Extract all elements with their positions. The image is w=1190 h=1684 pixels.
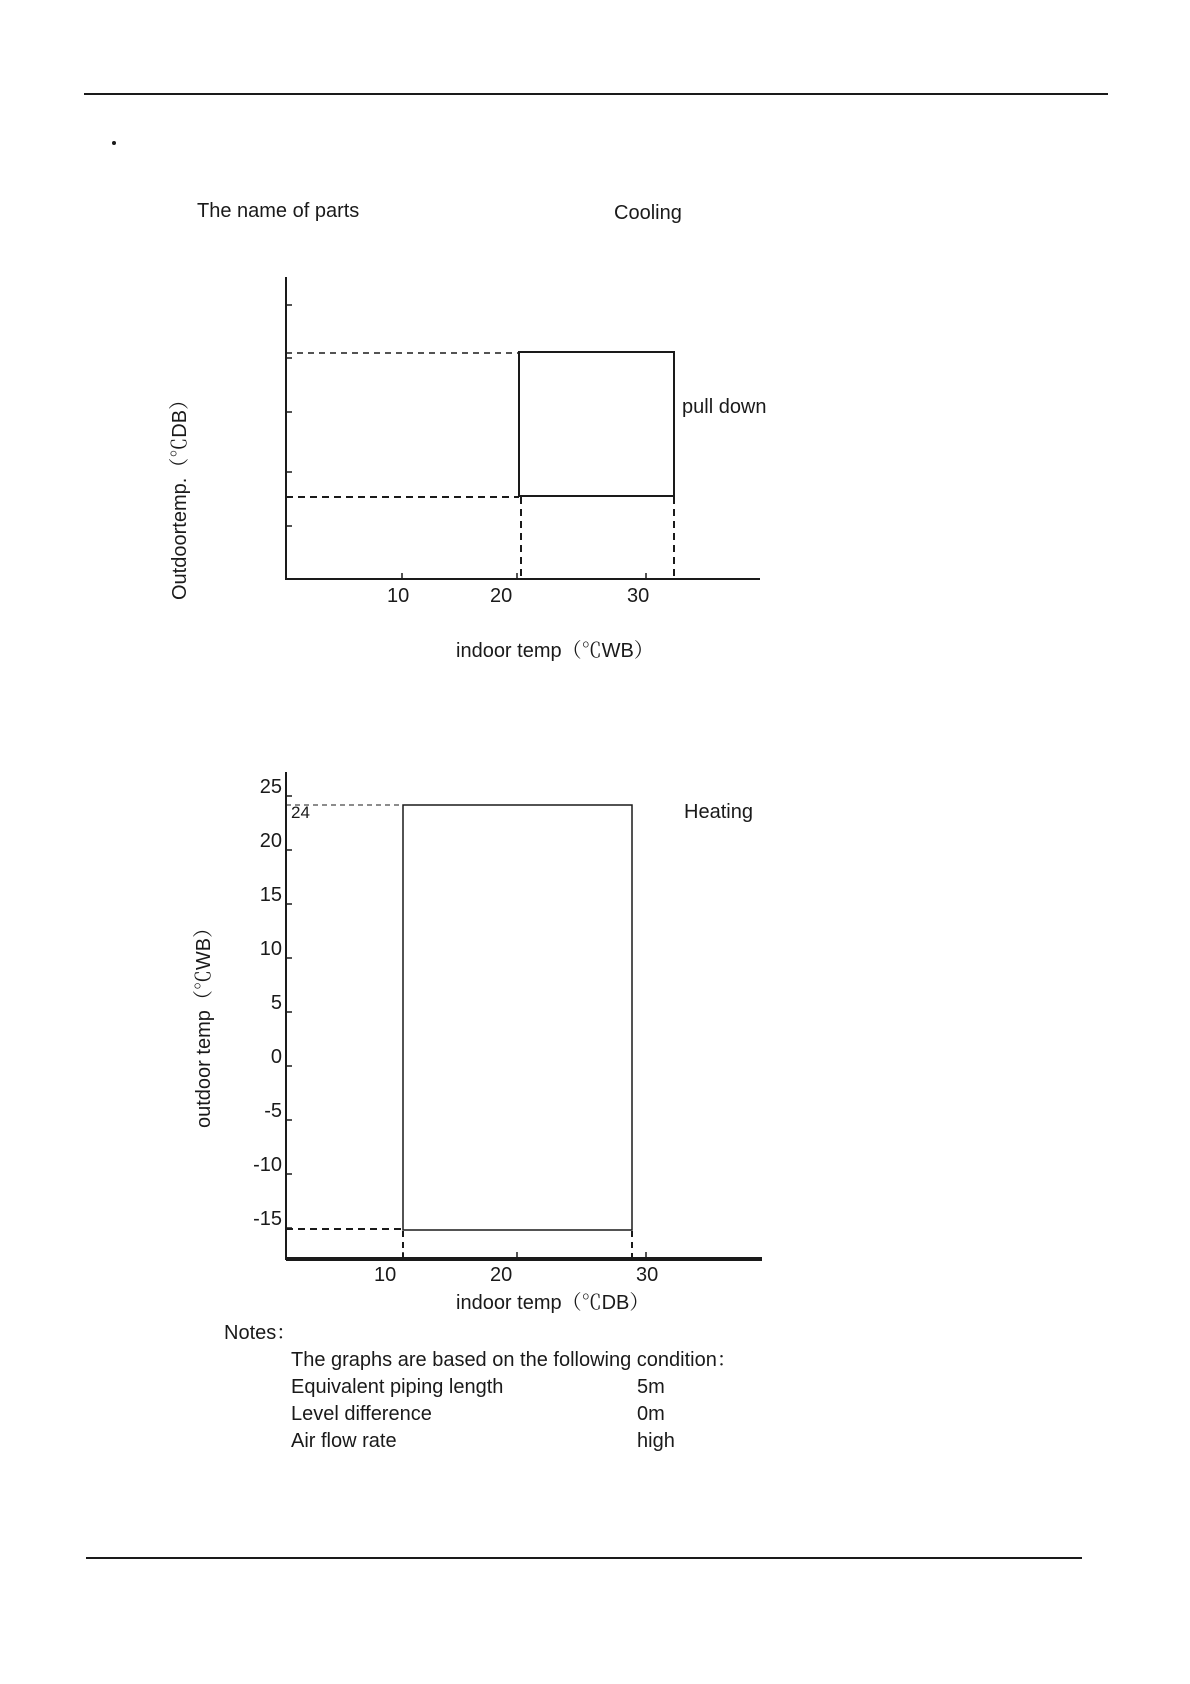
heating-operating-region: [403, 805, 632, 1230]
heating-y-tick-label: 20: [259, 830, 282, 852]
heating-x-tick-label: 30: [636, 1264, 659, 1286]
cooling-region-label: pull down: [682, 396, 767, 418]
notes-row-label: Level difference: [291, 1403, 432, 1425]
heating-x-tick-label: 10: [374, 1264, 397, 1286]
notes-row-value: high: [637, 1430, 675, 1452]
cooling-x-tick-label: 30: [627, 585, 650, 607]
heating-y-tick-label: 25: [259, 776, 282, 798]
notes-row-label: Equivalent piping length: [291, 1376, 504, 1398]
heating-y-tick-label: 0: [270, 1046, 282, 1068]
heating-y-tick-label: 10: [259, 938, 282, 960]
heating-region-max-label: 24: [291, 803, 310, 822]
heating-y-tick-label: -10: [253, 1154, 282, 1176]
cooling-title: Cooling: [614, 202, 682, 224]
cooling-x-tick-label: 10: [387, 585, 410, 607]
heating-x-tick-label: 20: [490, 1264, 513, 1286]
heating-y-axis-label: outdoor temp（℃WB）: [193, 917, 215, 1128]
heating-x-axis-label: indoor temp（℃DB）: [456, 1292, 650, 1314]
notes-intro: The graphs are based on the following condition：: [291, 1349, 737, 1371]
heating-y-tick-label: 15: [259, 884, 282, 906]
heating-y-tick-label: 5: [270, 992, 282, 1014]
notes-row-value: 5m: [637, 1376, 665, 1398]
notes-row-label: Air flow rate: [291, 1430, 397, 1452]
cooling-x-axis-label: indoor temp（℃WB）: [456, 640, 654, 662]
notes-row-value: 0m: [637, 1403, 665, 1425]
heating-title: Heating: [684, 801, 753, 823]
heating-y-tick-label: -15: [253, 1208, 282, 1230]
heating-y-tick-label: -5: [264, 1100, 282, 1122]
parts-label: The name of parts: [197, 200, 360, 222]
notes-heading: Notes：: [224, 1322, 297, 1344]
cooling-y-axis-label: Outdoortemp.（℃DB）: [169, 389, 191, 600]
cooling-x-tick-label: 20: [490, 585, 513, 607]
